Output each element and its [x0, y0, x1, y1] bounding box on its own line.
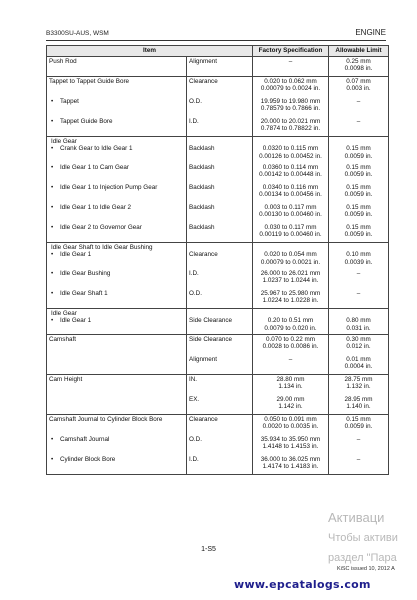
allowable-limit-cell: 0.15 mm 0.0059 in. [329, 223, 389, 243]
item-label: Tappet Guide Bore [60, 117, 113, 125]
site-logo: www.epcatalogs.com [234, 578, 371, 591]
bullet-icon: • [51, 203, 54, 211]
parameter-cell: Backlash [187, 223, 253, 243]
factory-spec-cell: 19.959 to 19.980 mm 0.78579 to 0.7866 in. [253, 97, 329, 117]
item-cell [47, 309, 187, 335]
bullet-icon: • [51, 117, 54, 125]
factory-spec-cell: 35.934 to 35.950 mm 1.4148 to 1.4153 in. [253, 435, 329, 455]
allowable-limit-cell: 0.15 mm 0.0059 in. [329, 183, 389, 203]
table-row [47, 289, 389, 309]
parameter-cell: Backlash [187, 183, 253, 203]
item-cell [47, 223, 187, 243]
table-row [47, 435, 389, 455]
parameter-cell: Alignment [187, 57, 253, 77]
table-row [47, 455, 389, 475]
factory-spec-cell: 36.000 to 36.025 mm 1.4174 to 1.4183 in. [253, 455, 329, 475]
table-row [47, 163, 389, 183]
spec-table [46, 45, 389, 475]
factory-spec-cell: 0.030 to 0.117 mm 0.00119 to 0.00460 in. [253, 223, 329, 243]
allowable-limit-cell: 0.15 mm 0.0059 in. [329, 415, 389, 435]
allowable-limit-cell: 28.75 mm 1.132 in. [329, 375, 389, 395]
item-label: Cylinder Block Bore [60, 455, 116, 463]
parameter-cell: Backlash [187, 163, 253, 183]
table-row [47, 77, 389, 97]
parameter-cell: Clearance [187, 243, 253, 269]
spec-table-header [47, 46, 389, 57]
bullet-icon: • [51, 163, 54, 171]
item-label: Idle Gear 1 [60, 317, 92, 325]
item-cell [47, 395, 187, 415]
bullet-icon: • [51, 289, 54, 297]
factory-spec-cell: 29.00 mm 1.142 in. [253, 395, 329, 415]
parameter-cell: Backlash [187, 137, 253, 163]
section-title: ENGINE [355, 28, 386, 37]
column-header-factory-spec: Factory Specification [253, 46, 329, 57]
item-cell [47, 415, 187, 435]
bullet-icon: • [51, 145, 54, 153]
factory-spec-cell: – [253, 355, 329, 375]
allowable-limit-cell: 0.15 mm 0.0059 in. [329, 203, 389, 223]
bullet-icon: • [51, 183, 54, 191]
item-label: Idle Gear Bushing [60, 269, 111, 277]
allowable-limit-cell: 0.25 mm 0.0098 in. [329, 57, 389, 77]
item-cell [47, 57, 187, 77]
bullet-icon: • [51, 223, 54, 231]
item-label: Idle Gear 1 [60, 251, 92, 259]
item-label: Crank Gear to Idle Gear 1 [60, 145, 133, 153]
item-cell [47, 335, 187, 355]
item-label: Idle Gear Shaft 1 [60, 289, 108, 297]
item-cell [47, 97, 187, 117]
table-row [47, 375, 389, 395]
allowable-limit-cell: 0.30 mm 0.012 in. [329, 335, 389, 355]
table-row [47, 97, 389, 117]
parameter-cell: Side Clearance [187, 335, 253, 355]
parameter-cell: I.D. [187, 269, 253, 289]
factory-spec-cell: 0.0320 to 0.115 mm 0.00126 to 0.00452 in. [253, 137, 329, 163]
allowable-limit-cell: – [329, 435, 389, 455]
allowable-limit-cell: – [329, 269, 389, 289]
column-header-allowable-limit: Allowable Limit [329, 46, 389, 57]
group-heading: Idle Gear Shaft to Idle Gear Bushing [51, 244, 153, 251]
item-cell [47, 375, 187, 395]
item-cell [47, 77, 187, 97]
item-label: Tappet [60, 97, 79, 105]
watermark-line-2: Чтобы активи [328, 532, 398, 544]
bullet-icon: • [51, 435, 54, 443]
allowable-limit-cell: – [329, 97, 389, 117]
group-heading: Idle Gear [51, 310, 77, 317]
parameter-cell: Backlash [187, 203, 253, 223]
item-label: Camshaft Journal [60, 435, 110, 443]
allowable-limit-cell: 0.10 mm 0.0039 in. [329, 243, 389, 269]
parameter-cell: O.D. [187, 97, 253, 117]
item-cell [47, 455, 187, 475]
item-cell [47, 435, 187, 455]
spec-table-body [47, 57, 389, 475]
parameter-cell: Clearance [187, 77, 253, 97]
parameter-cell: Alignment [187, 355, 253, 375]
allowable-limit-cell: – [329, 289, 389, 309]
watermark-line-1: Активаци [328, 510, 385, 525]
parameter-cell: Side Clearance [187, 309, 253, 335]
bullet-icon: • [51, 251, 54, 259]
factory-spec-cell: 26.000 to 26.021 mm 1.0237 to 1.0244 in. [253, 269, 329, 289]
item-label: Idle Gear 1 to Cam Gear [60, 163, 129, 171]
table-row [47, 335, 389, 355]
allowable-limit-cell: 0.01 mm 0.0004 in. [329, 355, 389, 375]
table-row [47, 203, 389, 223]
parameter-cell: O.D. [187, 435, 253, 455]
factory-spec-cell: 28.80 mm 1.134 in. [253, 375, 329, 395]
item-cell [47, 243, 187, 269]
page-number: 1-S5 [201, 546, 216, 553]
parameter-cell: Clearance [187, 415, 253, 435]
item-label: Camshaft [49, 336, 76, 343]
item-cell [47, 289, 187, 309]
item-cell [47, 203, 187, 223]
table-row [47, 117, 389, 137]
item-label: Idle Gear 1 to Injection Pump Gear [60, 183, 158, 191]
table-row [47, 309, 389, 335]
item-cell [47, 269, 187, 289]
factory-spec-cell: 20.000 to 20.021 mm 0.7874 to 0.78822 in. [253, 117, 329, 137]
factory-spec-cell: 0.020 to 0.062 mm 0.00079 to 0.0024 in. [253, 77, 329, 97]
table-row [47, 415, 389, 435]
bullet-icon: • [51, 455, 54, 463]
table-row [47, 183, 389, 203]
bullet-icon: • [51, 97, 54, 105]
factory-spec-cell: 0.050 to 0.091 mm 0.0020 to 0.0035 in. [253, 415, 329, 435]
allowable-limit-cell: 0.80 mm 0.031 in. [329, 309, 389, 335]
factory-spec-cell: 0.003 to 0.117 mm 0.00130 to 0.00460 in. [253, 203, 329, 223]
page-header [46, 28, 386, 40]
allowable-limit-cell: – [329, 455, 389, 475]
item-cell [47, 355, 187, 375]
model-label: B3300SU-AUS, WSM [46, 30, 109, 37]
item-label: Tappet to Tappet Guide Bore [49, 78, 130, 85]
header-rule [46, 40, 386, 41]
item-cell [47, 117, 187, 137]
group-heading: Idle Gear [51, 138, 77, 145]
watermark-line-3: раздел "Пара [328, 552, 397, 564]
allowable-limit-cell: 0.15 mm 0.0059 in. [329, 137, 389, 163]
item-label: Idle Gear 2 to Governor Gear [60, 223, 142, 231]
parameter-cell: I.D. [187, 455, 253, 475]
parameter-cell: EX. [187, 395, 253, 415]
column-header-item: Item [47, 46, 253, 57]
activation-watermark [328, 508, 417, 568]
factory-spec-cell: 0.020 to 0.054 mm 0.00079 to 0.0021 in. [253, 243, 329, 269]
table-row [47, 223, 389, 243]
issue-note: KiSC issued 10, 2012 A [337, 566, 395, 572]
factory-spec-cell: 0.070 to 0.22 mm 0.0028 to 0.0086 in. [253, 335, 329, 355]
item-label: Push Rod [49, 58, 77, 65]
allowable-limit-cell: – [329, 117, 389, 137]
parameter-cell: I.D. [187, 117, 253, 137]
factory-spec-cell: 0.0360 to 0.114 mm 0.00142 to 0.00448 in. [253, 163, 329, 183]
factory-spec-cell: – [253, 57, 329, 77]
table-row [47, 395, 389, 415]
item-label: Cam Height [49, 376, 83, 383]
table-row [47, 243, 389, 269]
allowable-limit-cell: 0.07 mm 0.003 in. [329, 77, 389, 97]
parameter-cell: IN. [187, 375, 253, 395]
item-cell [47, 137, 187, 163]
bullet-icon: • [51, 317, 54, 325]
factory-spec-cell: 0.0340 to 0.116 mm 0.00134 to 0.00456 in. [253, 183, 329, 203]
item-cell [47, 183, 187, 203]
bullet-icon: • [51, 269, 54, 277]
item-cell [47, 163, 187, 183]
parameter-cell: O.D. [187, 289, 253, 309]
table-row [47, 269, 389, 289]
factory-spec-cell: 0.20 to 0.51 mm 0.0079 to 0.020 in. [253, 309, 329, 335]
allowable-limit-cell: 28.95 mm 1.140 in. [329, 395, 389, 415]
factory-spec-cell: 25.967 to 25.980 mm 1.0224 to 1.0228 in. [253, 289, 329, 309]
table-row [47, 57, 389, 77]
table-row [47, 137, 389, 163]
table-row [47, 355, 389, 375]
item-label: Camshaft Journal to Cylinder Block Bore [49, 416, 163, 423]
item-label: Idle Gear 1 to Idle Gear 2 [60, 203, 132, 211]
allowable-limit-cell: 0.15 mm 0.0059 in. [329, 163, 389, 183]
